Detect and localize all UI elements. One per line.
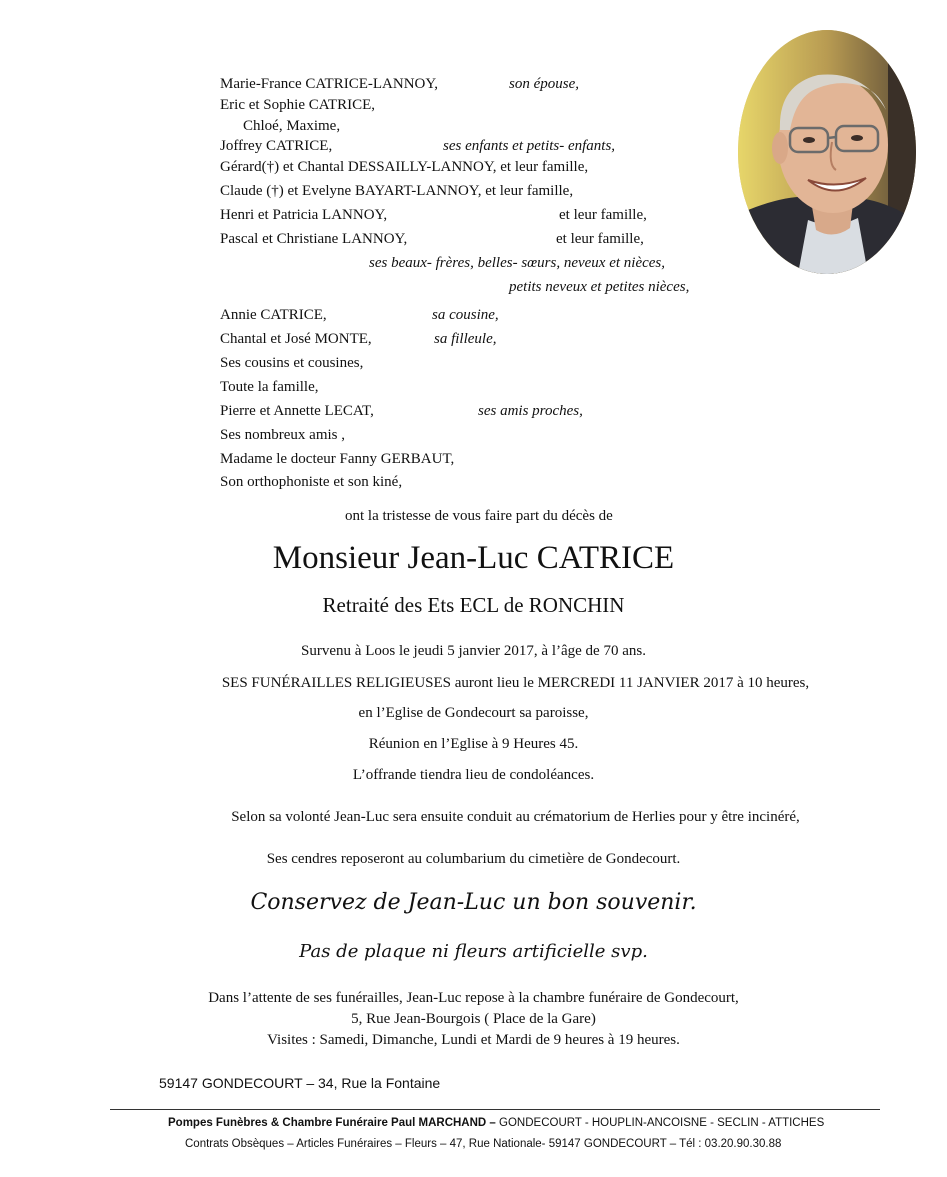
funeral-details: SES FUNÉRAILLES RELIGIEUSES auront lieu le MERCREDI 11 JANVIER 2017 à 10 heures, <box>221 675 810 691</box>
family-line-son2-role: ses enfants et petits- enfants, <box>443 138 616 154</box>
deceased-name: Monsieur Jean-Luc CATRICE <box>272 540 675 576</box>
portrait-photo <box>738 30 916 274</box>
family-line-henri-name: Henri et Patricia LANNOY, <box>220 207 388 223</box>
family-line-dessailly: Gérard(†) et Chantal DESSAILLY-LANNOY, et leur famille, <box>220 159 589 175</box>
family-line-cousin-name: Annie CATRICE, <box>220 307 327 323</box>
footer-company-name: Pompes Funèbres & Chambre Funéraire Paul MARCHAND – <box>168 1117 496 1129</box>
offering-note: L’offrande tiendra lieu de condoléances. <box>352 767 595 783</box>
family-line-cousins: Ses cousins et cousines, <box>220 355 364 371</box>
no-flowers-note: Pas de plaque ni fleurs artificielle svp. <box>299 941 648 962</box>
family-line-whole-family: Toute la famille, <box>220 379 319 395</box>
family-line-in-laws: ses beaux- frères, belles- sœurs, neveux et nièces, <box>369 255 666 271</box>
family-line-friends-name: Pierre et Annette LECAT, <box>220 403 374 419</box>
announcement-intro: ont la tristesse de vous faire part du décès de <box>345 508 613 524</box>
death-details: Survenu à Loos le jeudi 5 janvier 2017, à l’âge de 70 ans. <box>301 643 646 659</box>
deceased-occupation: Retraité des Ets ECL de RONCHIN <box>322 593 625 617</box>
ashes-details: Ses cendres reposeront au columbarium du cimetière de Gondecourt. <box>266 851 681 867</box>
family-address: 59147 GONDECOURT – 34, Rue la Fontaine <box>159 1075 441 1091</box>
family-line-therapist: Son orthophoniste et son kiné, <box>220 474 403 490</box>
church-details: en l’Eglise de Gondecourt sa paroisse, <box>358 705 589 721</box>
family-line-doctor: Madame le docteur Fanny GERBAUT, <box>220 451 455 467</box>
footer-company <box>168 1117 824 1129</box>
family-line-cousin-role: sa cousine, <box>432 307 499 323</box>
family-line-friends-role: ses amis proches, <box>478 403 583 419</box>
family-line-many-friends: Ses nombreux amis , <box>220 427 345 443</box>
family-line-spouse-name: Marie-France CATRICE-LANNOY, <box>220 76 439 92</box>
portrait-illustration <box>738 30 916 274</box>
footer-company-locations: GONDECOURT - HOUPLIN-ANCOISNE - SECLIN - ATTICHES <box>495 1117 825 1129</box>
footer-divider <box>110 1109 880 1110</box>
family-line-son: Eric et Sophie CATRICE, <box>220 97 375 113</box>
cremation-details: Selon sa volonté Jean-Luc sera ensuite conduit au crématorium de Herlies pour y être incinéré, <box>231 809 800 825</box>
family-line-henri-role: et leur famille, <box>559 207 647 223</box>
family-line-grand-nephews: petits neveux et petites nièces, <box>509 279 690 295</box>
memory-message: Conservez de Jean-Luc un bon souvenir. <box>250 890 697 915</box>
family-line-bayart: Claude (†) et Evelyne BAYART-LANNOY, et leur famille, <box>220 183 574 199</box>
family-line-grandchildren: Chloé, Maxime, <box>243 118 341 134</box>
family-line-pascal-role: et leur famille, <box>556 231 644 247</box>
family-line-spouse-role: son épouse, <box>509 76 579 92</box>
family-line-goddaughter-name: Chantal et José MONTE, <box>220 331 372 347</box>
family-line-goddaughter-role: sa filleule, <box>434 331 497 347</box>
family-line-son2-name: Joffrey CATRICE, <box>220 138 333 154</box>
footer-contracts: Contrats Obsèques – Articles Funéraires – Fleurs – 47, Rue Nationale- 59147 GONDECOURT – Tél : 03.20.90.30.88 <box>185 1138 782 1150</box>
visit-hours: Visites : Samedi, Dimanche, Lundi et Mardi de 9 heures à 19 heures. <box>267 1032 680 1048</box>
family-line-pascal-name: Pascal et Christiane LANNOY, <box>220 231 408 247</box>
meeting-details: Réunion en l’Eglise à 9 Heures 45. <box>368 736 579 752</box>
resting-place-line1: Dans l’attente de ses funérailles, Jean-Luc repose à la chambre funéraire de Gondecourt, <box>208 990 739 1006</box>
resting-place-line2: 5, Rue Jean-Bourgois ( Place de la Gare) <box>351 1011 596 1027</box>
